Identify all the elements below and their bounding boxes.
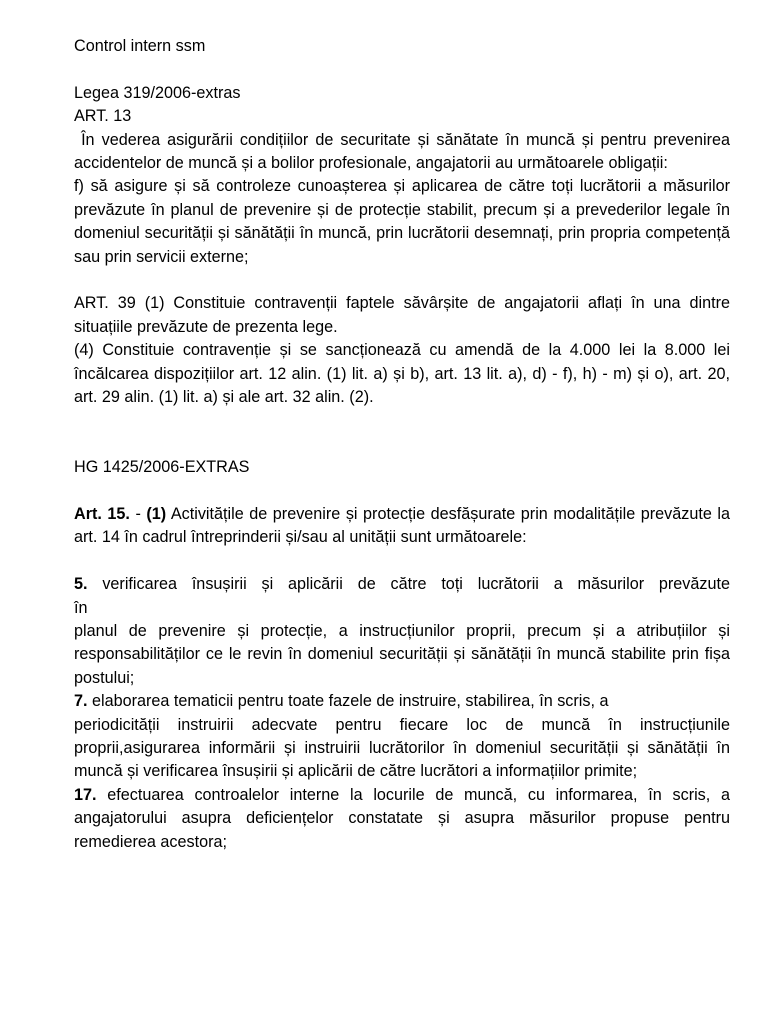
item-17-paragraph [74,784,730,854]
art-13-label: ART. 13 [74,107,132,126]
item-5-rest: planul de prevenire și protecție, a instrucțiunilor proprii, precum și a atribuțiilor și responsabilităților ce le revin în domeniul securității și sănătății în muncă stabilite prin fișa postului; [74,622,730,687]
art-13-letter-f-paragraph: f) să asigure și să controleze cunoașterea și aplicarea de către toți lucrătorii a măsurilor prevăzute în planul de prevenire și de protecție stabilit, precum și a prevederilor legale în domeniul securității și sănătății în muncă, prin lucrătorii desemnați, prin propria competență sau prin servicii externe; [74,177,730,266]
item-5-first-line [74,573,730,596]
item-17-text: efectuarea controalelor interne la locurile de muncă, cu informarea, în scris, a angajatorului asupra deficiențelor constatate și asupra măsurilor propuse pentru remedierea acestora; [74,785,730,851]
document-title: Control intern ssm [74,37,206,55]
law-319-heading: Legea 319/2006-extras [74,83,241,102]
item-7-first-line [74,690,730,713]
art-13-intro-paragraph: În vederea asigurării condițiilor de securitate și sănătate în muncă și pentru prevenirea accidentelor de muncă și a bolilor profesionale, angajatorii au următoarele obligații: [74,130,735,172]
art-15-paragraph [74,503,730,550]
item-7-number: 7. [74,692,88,711]
art-15-dash: - [129,505,147,523]
item-7-line-1: elaborarea tematicii pentru toate fazele de instruire, stabilirea, în scris, a [87,692,609,711]
art-15-text: Activitățile de prevenire și protecție desfășurate prin modalitățile prevăzute la art. 14 în cadrul întreprinderii și/sau al unității sunt următoarele: [74,505,730,547]
art-15-label: Art. 15. [74,505,130,523]
item-5-line-2: în [74,598,88,617]
art-39-paragraph-4: (4) Constituie contravenție și se sancționează cu amendă de la 4.000 lei la 8.000 lei încălcarea dispozițiilor art. 12 alin. (1) lit. a) și b), art. 13 lit. a), d) - f), h) - m) și o), art. 20, art. 29 alin. (1) lit. a) și ale art. 32 alin. (2). [74,341,730,407]
item-5-number: 5. [74,575,88,594]
item-17-number: 17. [74,785,97,804]
item-5-line-1: verificarea însușirii și aplicării de către toți lucrătorii a măsurilor prevăzute [87,575,730,594]
item-7-rest: periodicității instruirii adecvate pentru fiecare loc de muncă în instrucțiunile proprii,asigurarea informării și instruirii lucrătorilor în domeniul securității și sănătății în muncă și verificarea însușirii și aplicării de către lucrători a informațiilor primite; [74,715,730,781]
art-15-number: (1) [146,505,167,523]
art-39-paragraph-1: ART. 39 (1) Constituie contravenții faptele săvârșite de angajatorii aflați în una dintre situațiile prevăzute de prezenta lege. [74,294,730,336]
hg-1425-heading: HG 1425/2006-EXTRAS [74,458,250,477]
